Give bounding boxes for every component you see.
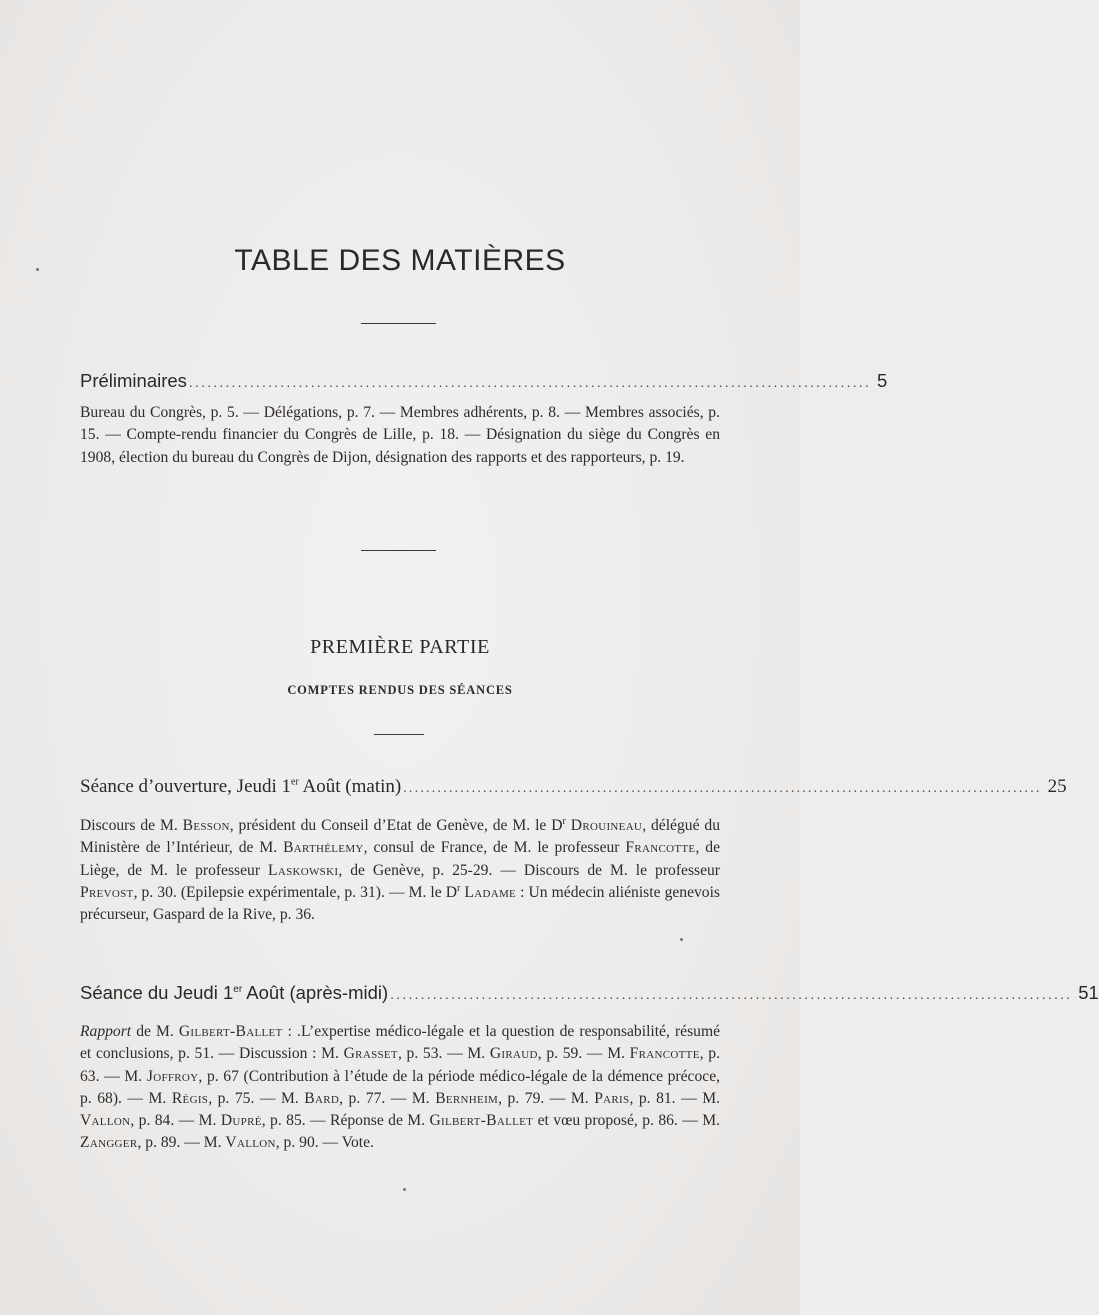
seance-ouverture-description: Discours de M. Besson, président du Conseil d’Etat de Genève, de M. le $D^r$ Drouineau, délégué du Ministère de l’Intérieur, de M. Barthélemy, consul de France, de M. le professeur Francotte, de Liège, de M. le professeur Laskowski, de Genève, p. 25-29. — Discours de M. le professeur Prevost, p. 30. (Epilepsie expérimentale, p. 31). — M. le $D^r$ Ladame : Un médecin aliéniste genevois précurseur, Gaspard de la Rive, p. 36. (80, 815, 721, 924)
dot-leader: ................................................................................................................ (390, 986, 1073, 1002)
dot-leader: ................................................................................................................ (403, 781, 1042, 796)
toc-entry-label: Séance du Jeudi 1er Août (après-midi) (80, 982, 389, 1003)
toc-entry-seance-apres-midi[interactable] (80, 982, 1099, 1004)
part-title: PREMIÈRE PARTIE (310, 636, 490, 658)
section-divider (361, 550, 436, 551)
seance-apres-midi-description: Rapport de M. Gilbert-Ballet : .L’expertise médico-légale et la question de responsabilité, résumé et conclusions, p. 51. — Discussion : M. Grasset, p. 53. — M. Giraud, p. 59. — M. Francotte, p. 63. — M. Joffroy, p. 67 (Contribution à l’étude de la période médico-légale de la démence précoce, p. 68). — M. Régis, p. 75. — M. Bard, p. 77. — M. Bernheim, p. 79. — M. Paris, p. 81. — M. Vallon, p. 84. — M. Dupré, p. 85. — Réponse de M. Gilbert-Ballet et vœu proposé, p. 86. — M. Zangger, p. 89. — M. Vallon, p. 90. — Vote. (80, 1023, 721, 1152)
toc-entry-label: Séance d’ouverture, Jeudi 1er Août (matin) (80, 776, 402, 797)
preliminaires-description: Bureau du Congrès, p. 5. — Délégations, p. 7. — Membres adhérents, p. 8. — Membres associés, p. 15. — Compte-rendu financier du Congrès de Lille, p. 18. — Désignation du siège du Congrès en 1908, élection du bureau du Congrès de Dijon, désignation des rapports et des rapporteurs, p. 19. (80, 404, 720, 466)
part-divider (374, 734, 424, 735)
toc-entry-preliminaires[interactable] (80, 370, 888, 392)
part-subtitle: COMPTES RENDUS DES SÉANCES (287, 683, 513, 697)
toc-page-number: 25 (1047, 776, 1067, 797)
toc-entry-seance-ouverture[interactable] (80, 776, 1067, 798)
dot-leader: ................................................................................................................ (188, 374, 871, 390)
toc-entry-label: Préliminaires (80, 370, 187, 391)
paper-speck (403, 1188, 406, 1191)
divider-under-title (361, 323, 436, 324)
paper-speck (36, 268, 39, 271)
page-title: TABLE DES MATIÈRES (234, 244, 566, 277)
toc-page-number: 51 (1078, 982, 1099, 1003)
toc-page-number: 5 (876, 370, 888, 391)
paper-speck (680, 938, 683, 941)
